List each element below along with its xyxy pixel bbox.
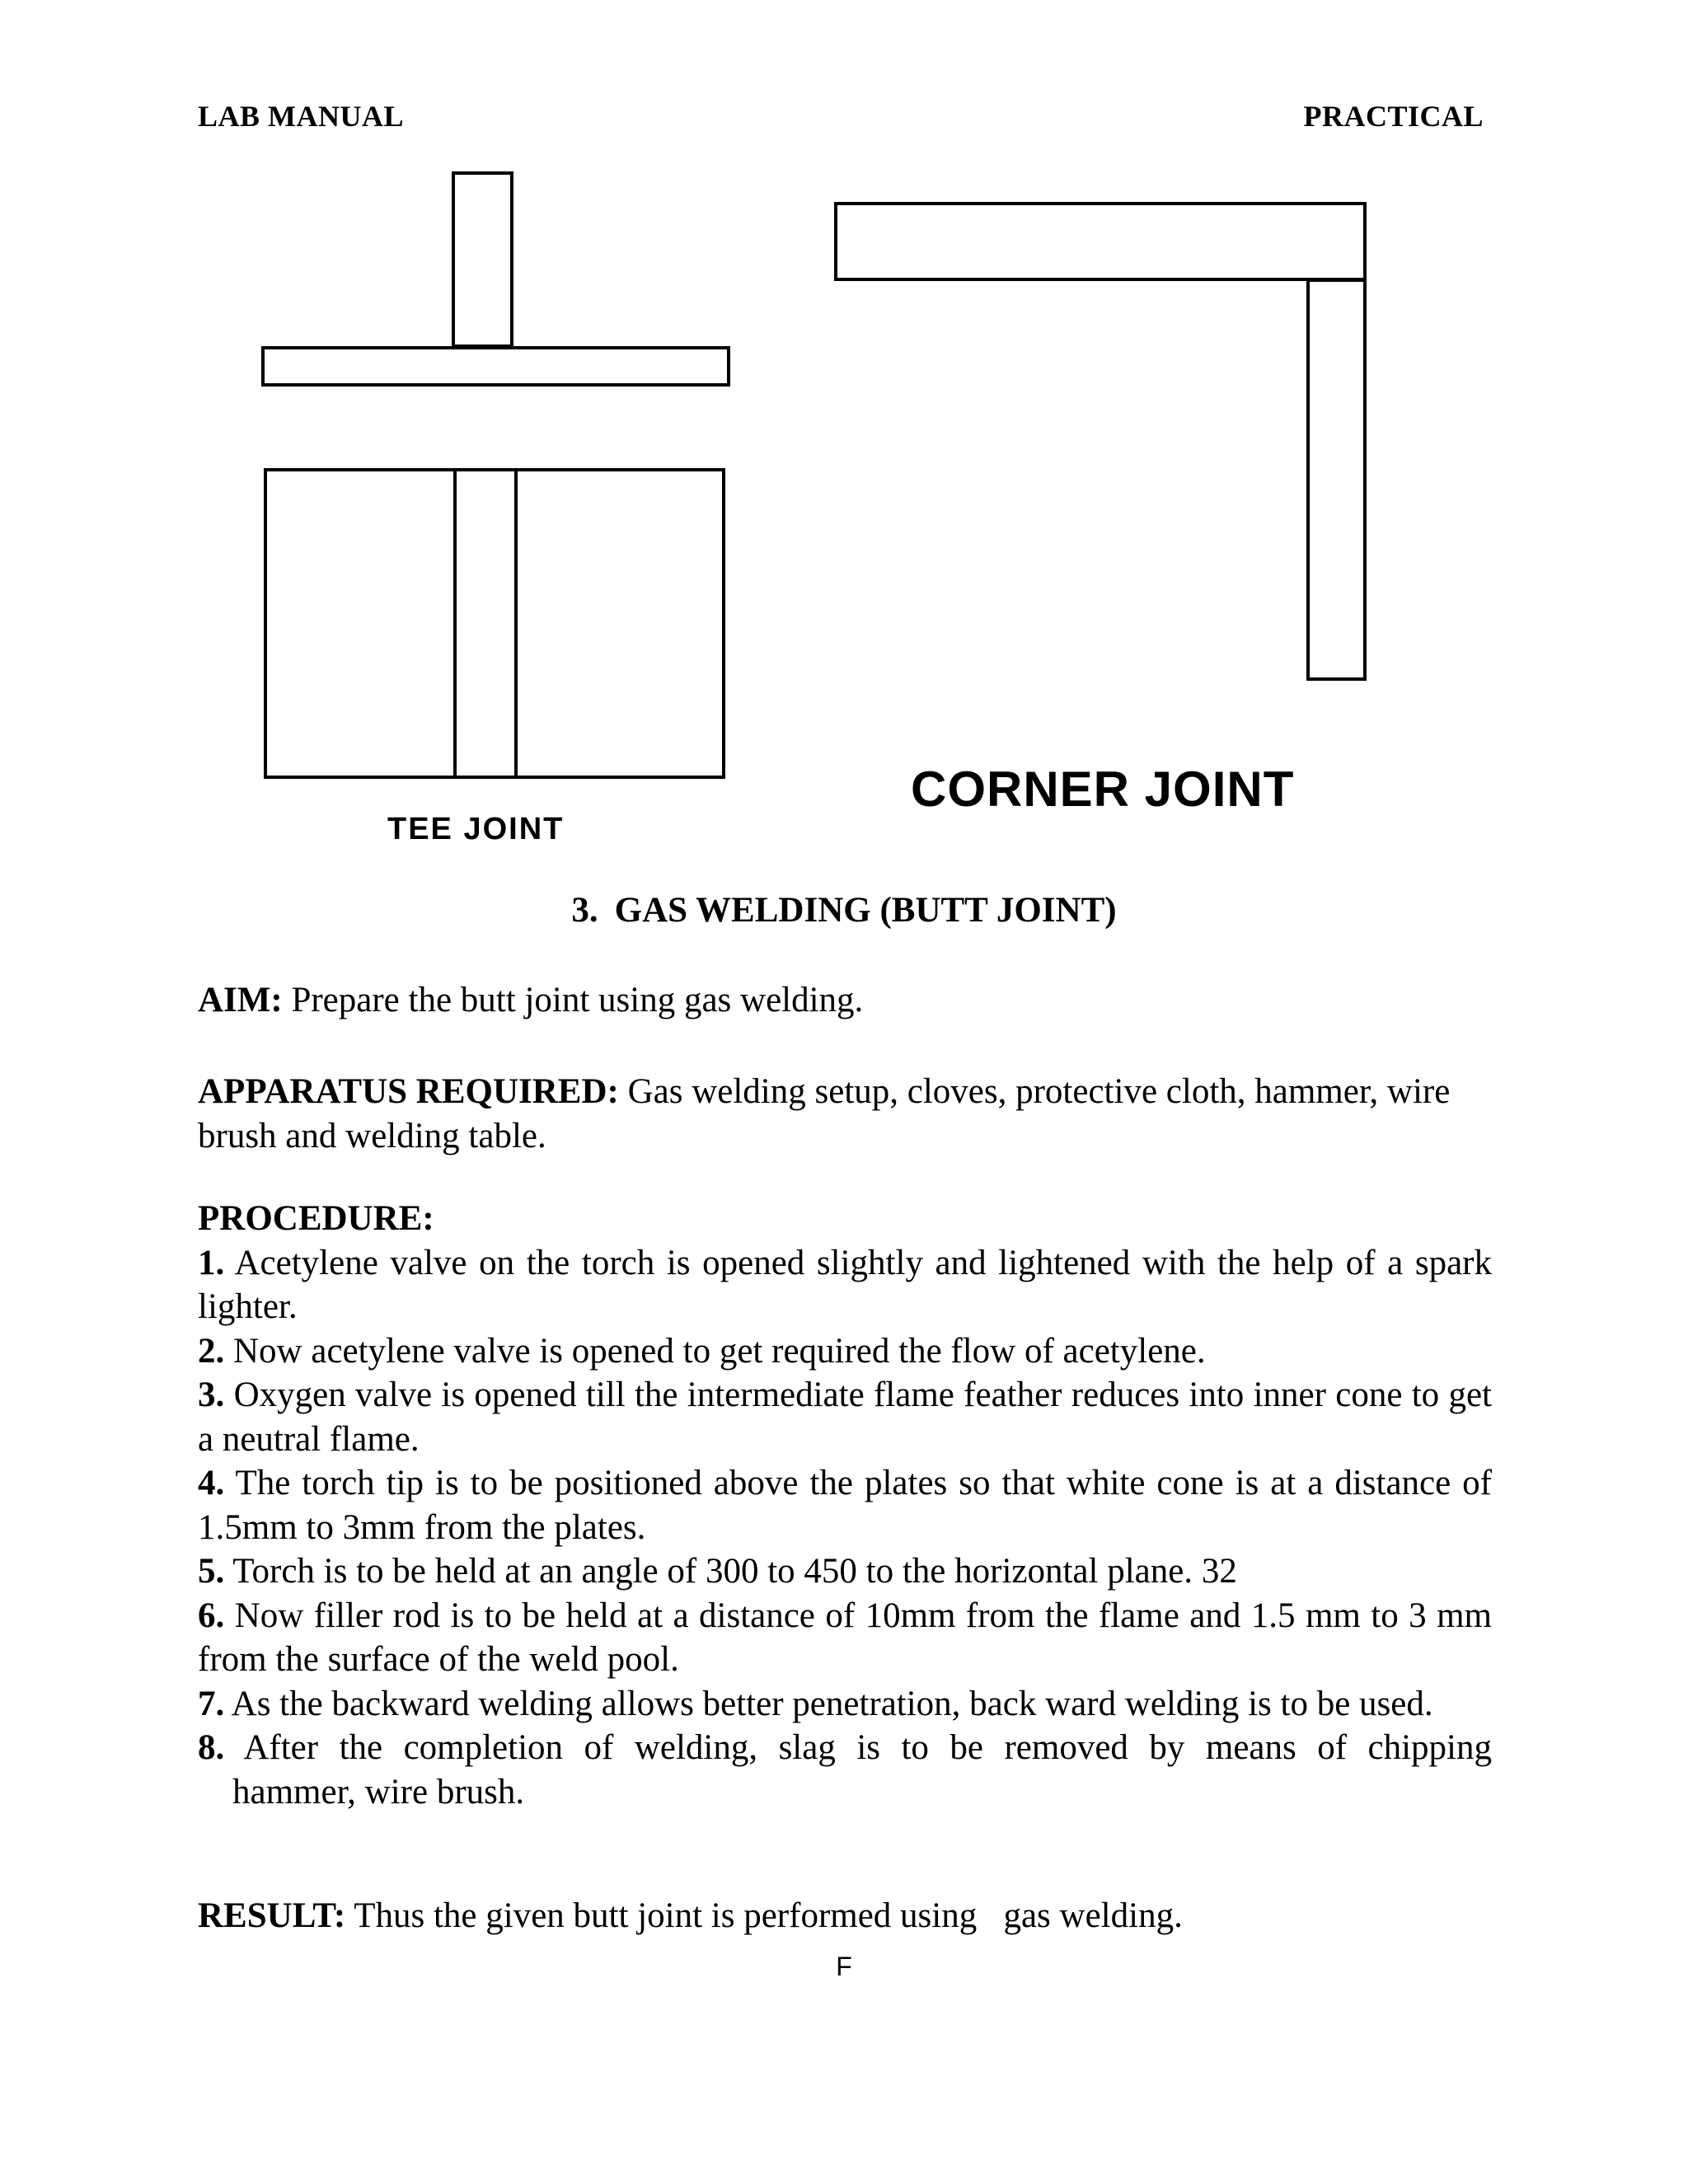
procedure-step: [198, 1594, 1492, 1682]
procedure-step: [198, 1329, 1492, 1374]
procedure-step-continuation: [198, 1770, 1492, 1815]
procedure-step: [198, 1373, 1492, 1461]
procedure-section: [198, 1197, 1492, 1814]
apparatus-text: Gas welding setup, cloves, protective cloth, hammer, wire brush and welding table.: [198, 1072, 1451, 1155]
corner-joint-label: CORNER JOINT: [911, 762, 1295, 817]
procedure-step: [198, 1682, 1492, 1727]
aim-text: Prepare the butt joint using gas welding.: [291, 981, 864, 1019]
aim-label: AIM:: [198, 981, 283, 1019]
page-number: F: [836, 1952, 852, 1981]
tee-joint-horizontal-plate: [263, 348, 729, 385]
procedure-step: [198, 1726, 1492, 1770]
step-text: Now filler rod is to be held at a distance of 10mm from the flame and 1.5 mm to 3 mm from the surface of the weld pool.: [198, 1596, 1493, 1679]
tee-joint-top-view-plate: [265, 470, 724, 777]
corner-joint-vertical-plate: [1308, 280, 1365, 679]
step-text: Torch is to be held at an angle of 300 to 450 to the horizontal plane. 32: [232, 1552, 1237, 1591]
apparatus-paragraph: [198, 1070, 1492, 1158]
step-number: 6.: [198, 1596, 225, 1635]
section-title-text: GAS WELDING (BUTT JOINT): [614, 891, 1117, 930]
step-text: As the backward welding allows better penetration, back ward welding is to be used.: [231, 1684, 1433, 1723]
header-right: PRACTICAL: [1303, 100, 1484, 133]
step-number: 5.: [198, 1552, 225, 1591]
procedure-label: PROCEDURE:: [198, 1199, 434, 1238]
result-text: Thus the given butt joint is performed using gas welding.: [354, 1896, 1183, 1935]
step-number: 3.: [198, 1376, 225, 1414]
step-number: 8.: [198, 1728, 225, 1767]
result-label: RESULT:: [198, 1896, 346, 1935]
procedure-step: [198, 1241, 1492, 1329]
procedure-step: [198, 1549, 1492, 1594]
step-text: The torch tip is to be positioned above the plates so that white cone is at a distance of 1.5mm to 3mm from the plates.: [198, 1464, 1493, 1547]
result-paragraph: [198, 1894, 1492, 1938]
corner-joint-horizontal-plate: [836, 204, 1365, 279]
step-text: Oxygen valve is opened till the intermediate flame feather reduces into inner cone to get a neutral flame.: [198, 1376, 1493, 1459]
tee-joint-label: TEE JOINT: [387, 812, 565, 846]
aim-paragraph: [198, 978, 1492, 1023]
header-left: LAB MANUAL: [198, 100, 405, 133]
step-number: 7.: [198, 1684, 225, 1723]
step-text: Now acetylene valve is opened to get required the flow of acetylene.: [233, 1331, 1206, 1371]
apparatus-label: APPARATUS REQUIRED:: [198, 1072, 619, 1111]
joint-diagrams: [0, 0, 1688, 865]
step-text: After the completion of welding, slag is to be removed by means of chipping: [243, 1728, 1492, 1767]
tee-joint-diagram: [263, 173, 729, 777]
procedure-step: [198, 1461, 1492, 1549]
corner-joint-diagram: [836, 204, 1365, 679]
step-number: 2.: [198, 1331, 225, 1371]
step-number: 1.: [198, 1243, 225, 1282]
step-text: hammer, wire brush.: [232, 1772, 525, 1811]
section-title: [0, 890, 1688, 930]
section-number: 3.: [571, 891, 598, 930]
step-text: Acetylene valve on the torch is opened slightly and lightened with the help of a spark lighter.: [198, 1243, 1492, 1326]
step-number: 4.: [198, 1464, 225, 1502]
tee-joint-vertical-plate: [453, 173, 512, 346]
